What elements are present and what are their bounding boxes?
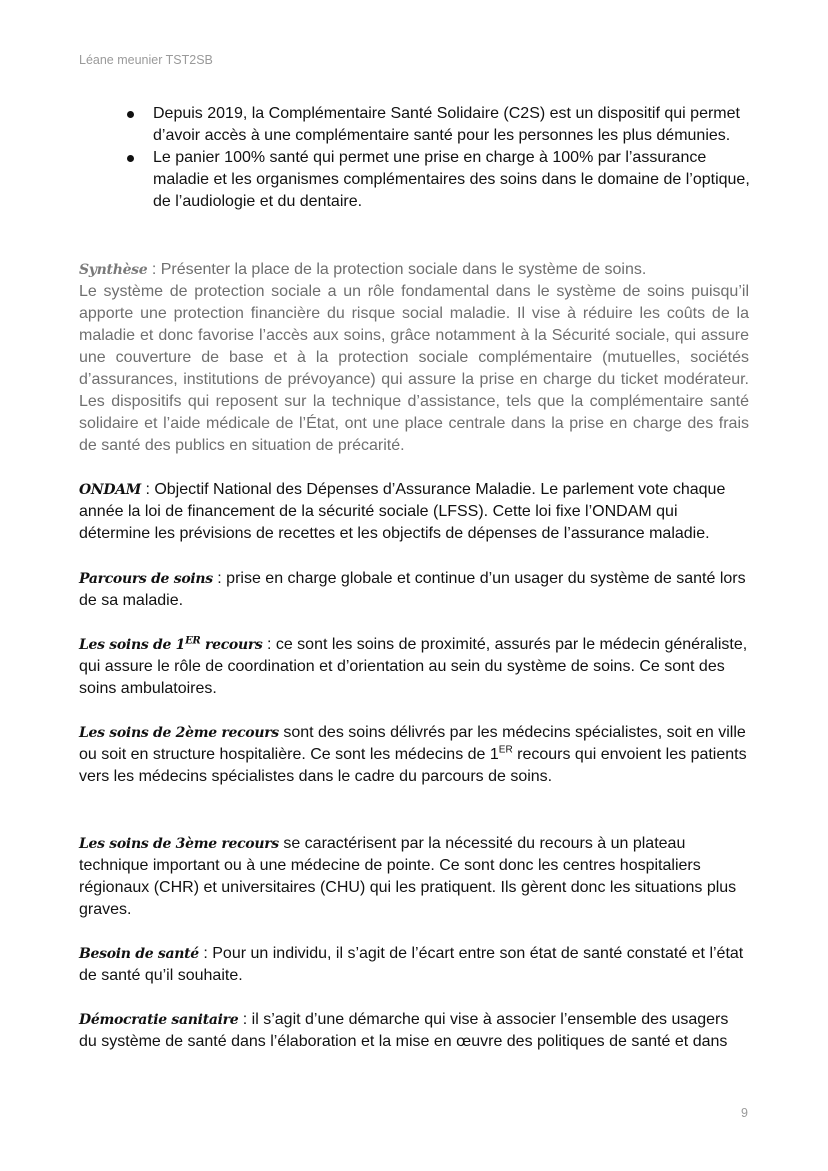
soins-3-definition — [79, 833, 749, 921]
bullet-dot-icon — [127, 155, 134, 162]
bullet-item — [117, 147, 757, 213]
soins-3-term: Les soins de 3ème recours — [79, 836, 279, 852]
soins-3-text: se caractérisent par la nécessité du recours à un plateau technique important ou à une médecine de pointe. Ce sont donc les centres hospitaliers régionaux (CHR) et universitaires (CHU) qui les pratiquent. Ils gèrent donc les situations plus graves. — [79, 835, 737, 918]
soins-1-term: Les soins de 1ER recours — [79, 635, 263, 653]
bullet-item — [117, 103, 757, 147]
soins-1-definition — [79, 634, 749, 700]
synthese-body: Le système de protection sociale a un rôle fondamental dans le système de soins puisqu’il apporte une protection financière du risque social maladie. Il vise à réduire les coûts de la maladie et donc favorise l’accès aux soins, grâce notamment à la Sécurité sociale, qui assure une couverture de base et à la protection sociale complémentaire (mutuelles, sociétés d’assurances, institutions de prévoyance) qui assure la prise en charge du ticket modérateur. Les dispositifs qui reposent sur la technique d’assistance, tels que la complémentaire santé solidaire et l’aide médicale de l’État, ont une place centrale dans la prise en charge des frais de santé des publics en situation de précarité. — [79, 283, 749, 454]
democratie-definition — [79, 1009, 749, 1053]
parcours-text: : prise en charge globale et continue d’un usager du système de santé lors de sa maladie. — [79, 570, 746, 609]
democratie-term: Démocratie sanitaire — [79, 1012, 239, 1028]
ondam-definition — [79, 479, 749, 545]
soins-2-term: Les soins de 2ème recours — [79, 725, 279, 741]
bullet-dot-icon — [127, 111, 134, 118]
bullet-text: Depuis 2019, la Complémentaire Santé Solidaire (C2S) est un dispositif qui permet d’avoir accès à une complémentaire santé pour les personnes les plus démunies. — [153, 105, 740, 144]
bullet-text: Le panier 100% santé qui permet une prise en charge à 100% par l’assurance maladie et les organismes complémentaires des soins dans le domaine de l’optique, de l’audiologie et du dentaire. — [153, 149, 750, 210]
page-header-author: Léane meunier TST2SB — [79, 53, 213, 67]
soins-2-definition — [79, 722, 749, 788]
soins-1-text: : ce sont les soins de proximité, assurés par le médecin généraliste, qui assure le rôle de coordination et d’orientation au sein du système de soins. Ce sont des soins ambulatoires. — [79, 636, 748, 697]
besoin-text: : Pour un individu, il s’agit de l’écart entre son état de santé constaté et l’état de santé qu’il souhaite. — [79, 945, 744, 984]
ondam-term: ONDAM — [79, 482, 141, 498]
besoin-definition — [79, 943, 749, 987]
democratie-text: : il s’agit d’une démarche qui vise à associer l’ensemble des usagers du système de santé dans l’élaboration et la mise en œuvre des politiques de santé et dans — [79, 1011, 729, 1050]
soins-2-text: sont des soins délivrés par les médecins spécialistes, soit en ville ou soit en structure hospitalière. Ce sont les médecins de 1ER recours qui envoient les patients vers les médecins spécialistes dans le cadre du parcours de soins. — [79, 724, 747, 785]
synthese-section — [79, 259, 749, 457]
page-number: 9 — [741, 1106, 748, 1120]
synthese-term: Synthèse — [79, 262, 148, 278]
parcours-definition — [79, 568, 749, 612]
bullet-list — [117, 103, 757, 213]
synthese-prompt: : Présenter la place de la protection sociale dans le système de soins. — [147, 261, 647, 278]
ondam-text: : Objectif National des Dépenses d’Assurance Maladie. Le parlement vote chaque année la loi de financement de la sécurité sociale (LFSS). Cette loi fixe l’ONDAM qui détermine les prévisions de recettes et les objectifs de dépenses de l’assurance maladie. — [79, 481, 726, 542]
parcours-term: Parcours de soins — [79, 571, 213, 587]
besoin-term: Besoin de santé — [79, 946, 199, 962]
